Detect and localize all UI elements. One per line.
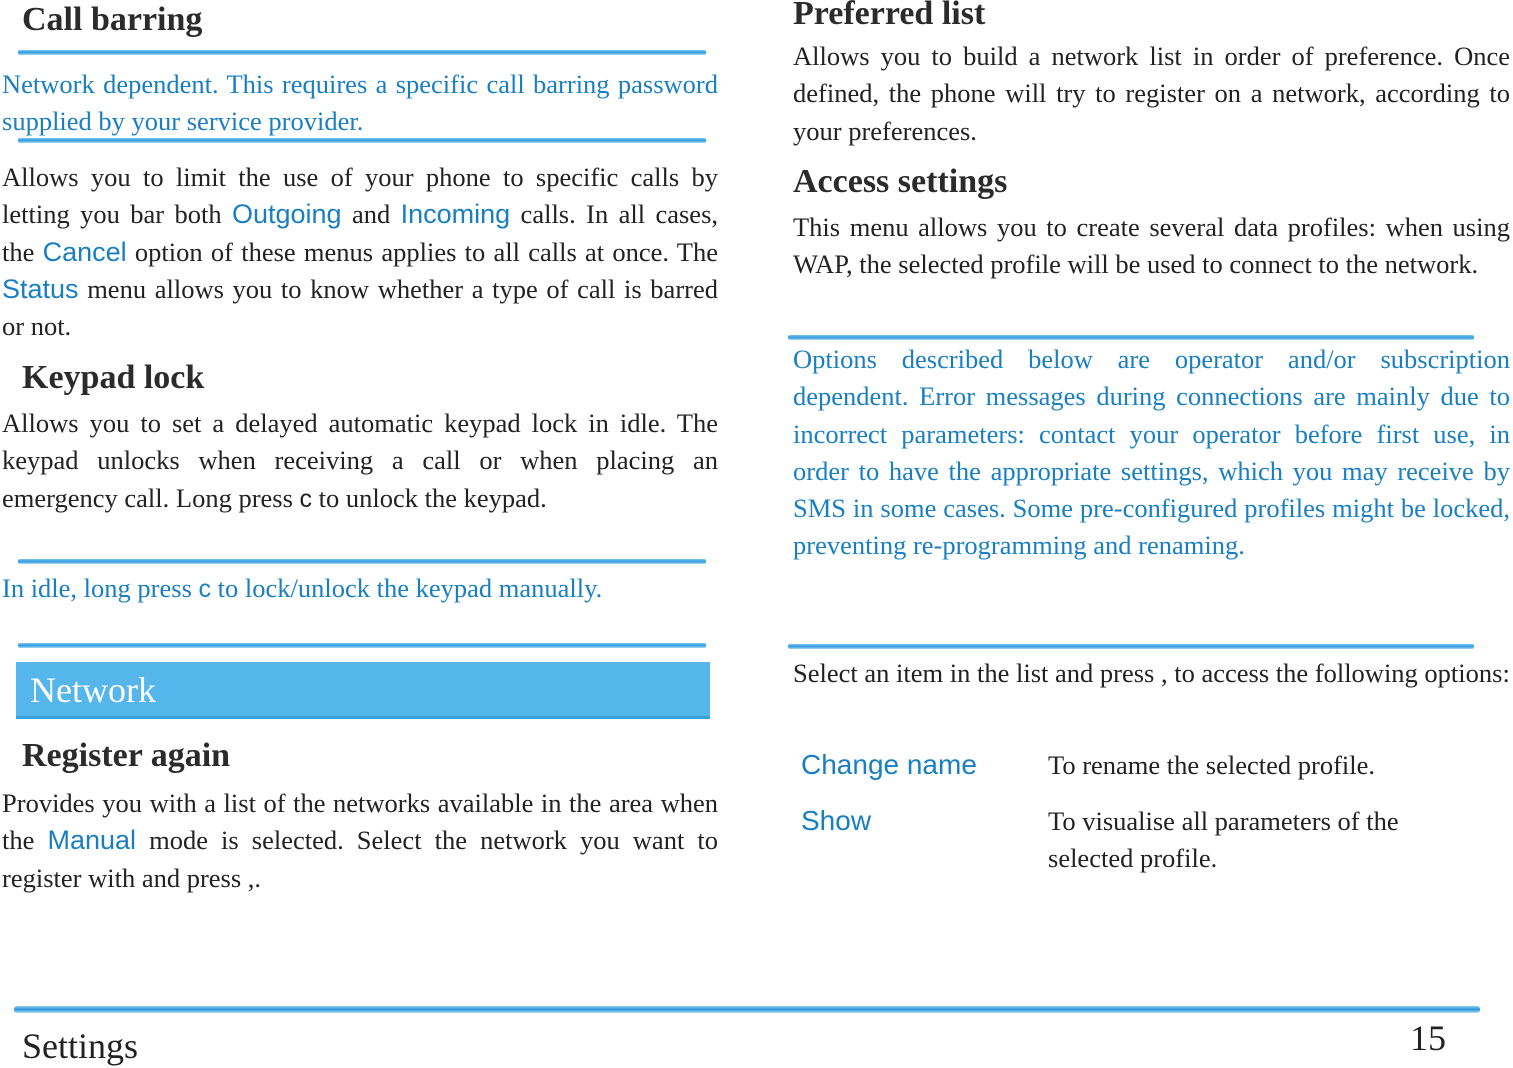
register-again-text: Provides you with a list of the networks available in the area when the Manual mode is selected. Select the network you want to register with and press ,. [2, 788, 718, 893]
status-keyword: Status [2, 273, 79, 304]
call-barring-text: Allows you to limit the use of your phone to specific calls by letting you bar both Outgoing and Incoming calls. In all cases, the Cancel option of these menus applies to all calls at once. The Status menu allows you to know whether a type of call is barred or not. [2, 162, 719, 342]
select-item-text: Select an item in the list and press , to access the following options: [793, 658, 1510, 688]
option-label-change-name: Change name [801, 749, 977, 780]
option-label-show: Show [801, 805, 872, 836]
register-again-heading: Register again [22, 737, 231, 774]
note-rule-top [788, 335, 1474, 340]
keypad-lock-note: In idle, long press c to lock/unlock the keypad manually. [2, 573, 603, 603]
call-barring-note: Network dependent. This requires a specific call barring password supplied by your service provider. [2, 69, 718, 137]
note-rule-bottom [18, 643, 706, 648]
preferred-list-heading: Preferred list [793, 0, 986, 32]
option-desc-change-name: To rename the selected profile. [1048, 750, 1376, 780]
access-settings-note: Options described below are operator and/or subscription dependent. Error messages during connections are mainly due to incorrect parameters: contact your operator before first use, in order to have the appropriate settings, which you may receive by SMS in some cases. Some pre-configured profiles might be locked, preventing re-programming and renaming. [793, 344, 1510, 561]
page-number: 15 [1410, 1018, 1446, 1058]
note-rule-bottom [18, 138, 706, 143]
manual-keyword: Manual [47, 825, 137, 856]
keypad-lock-heading: Keypad lock [22, 359, 205, 396]
cancel-keyword: Cancel [42, 236, 127, 267]
call-barring-heading: Call barring [22, 1, 203, 38]
access-settings-heading: Access settings [793, 163, 1008, 200]
access-settings-text: This menu allows you to create several data profiles: when using WAP, the selected profile will be used to connect to the network. [793, 212, 1510, 280]
footer-rule [14, 1006, 1480, 1013]
note-rule-top [18, 559, 706, 564]
c-key-glyph: c [299, 484, 313, 513]
network-section-band [16, 662, 710, 719]
option-desc-show: To visualise all parameters of the selected profile. [1048, 806, 1399, 873]
c-key-glyph: c [198, 575, 212, 603]
keypad-lock-text: Allows you to set a delayed automatic keypad lock in idle. The keypad unlocks when receiving a call or when placing an emergency call. Long press c to unlock the keypad. [2, 408, 718, 513]
note-rule-bottom [788, 644, 1474, 649]
network-section-title: Network [30, 670, 156, 710]
footer-section-title: Settings [22, 1026, 139, 1066]
note-rule-top [18, 50, 706, 55]
incoming-keyword: Incoming [400, 199, 511, 230]
outgoing-keyword: Outgoing [231, 199, 342, 230]
preferred-list-text: Allows you to build a network list in order of preference. Once defined, the phone will try to register on a network, according to your preferences. [793, 41, 1510, 146]
